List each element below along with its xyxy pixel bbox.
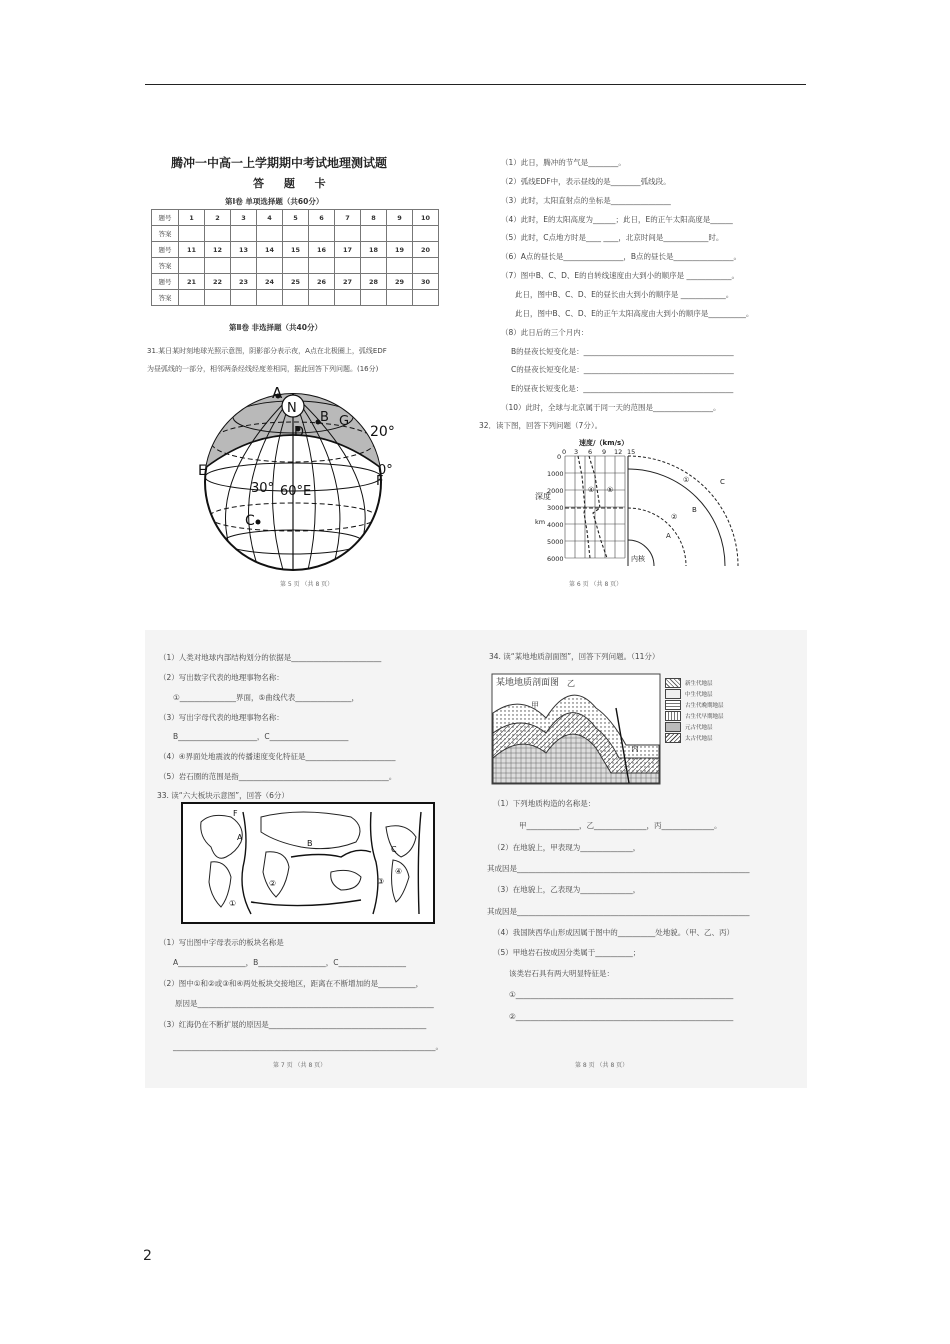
answer-cell[interactable] [283,226,309,242]
answer-cell[interactable] [231,290,257,306]
q34-sub-1a: 甲______________，乙______________，丙______________。 [519,821,722,830]
y-tick: 3000 [547,504,564,512]
y-tick: 1000 [547,470,564,478]
answer-table [151,209,439,306]
q-number: 12 [205,242,231,258]
q-number: 30 [413,274,439,290]
q-number: 7 [335,210,361,226]
diagram-title: 某地地质剖面图 [496,678,560,688]
answer-cell[interactable] [309,258,335,274]
q-number: 9 [387,210,413,226]
q-number: 4 [257,210,283,226]
answer-cell[interactable] [335,290,361,306]
q34-sub-5c: ②__________________________________________________________ [509,1012,734,1021]
q31-sub-1: （1）此日，腾冲的节气是________。 [501,158,626,167]
row-label: 题号 [152,242,179,258]
q-number: 17 [335,242,361,258]
q-number: 25 [283,274,309,290]
y-tick: 5000 [547,538,564,546]
y-tick: 6000 [547,555,564,563]
q-number: 1 [179,210,205,226]
label-A: A [666,532,671,540]
q-number: 2 [205,210,231,226]
globe-label-lat0: 0° [378,463,393,478]
legend-label: 古生代早期地层 [685,714,724,720]
x-tick: 6 [588,448,593,456]
label-bing: 丙 [631,744,639,753]
map-label-F: F [233,809,238,818]
answer-cell[interactable] [257,290,283,306]
legend-swatch [665,689,681,699]
q-number: 6 [309,210,335,226]
q31-sub-5: （5）此时，C点地方时是____ ____，北京时间是____________时。 [501,233,724,242]
answer-cell[interactable] [387,290,413,306]
q-number: 18 [361,242,387,258]
q33-text: 33. 读“六大板块示意图”，回答（6分） [157,791,289,800]
row-label: 答案 [152,290,179,306]
legend-swatch [665,711,681,721]
row-label: 题号 [152,210,179,226]
globe-label-lat20: 20° [370,424,395,440]
globe-label-G: G [339,414,350,429]
map-label-circle3: ③ [377,877,385,886]
q31-sub-7b: 此日，图中B、C、D、E的昼长由大到小的顺序是 ____________。 [515,290,734,299]
bottom-sheet [145,630,807,1088]
q-number: 27 [335,274,361,290]
legend-swatch [665,722,681,732]
y-tick: 0 [557,453,562,461]
earth-illumination-globe [198,382,398,572]
q33-sub-3: （3）红海仍在不断扩展的原因是__________________________________________ [159,1020,427,1029]
globe-label-B: B [320,410,329,425]
top-sheet [143,142,807,592]
q31-text-line1: 31.某日某时刻地球光照示意图，阴影部分表示夜，A点在北极圈上，弧线EDF [147,347,387,355]
globe-label-lon60: 60°E [280,484,312,499]
label-circle2: ② [671,513,678,521]
q33-sub-3a: ______________________________________________________________________。 [173,1042,443,1051]
page-footer-5: 第 5 页 （共 8 页） [280,581,334,588]
q-number: 19 [387,242,413,258]
q34-sub-4: （4）我国陕西华山形成因属于图中的__________处地貌。（甲、乙、丙） [493,928,735,937]
answer-cell[interactable] [231,226,257,242]
answer-cell[interactable] [205,226,231,242]
answer-cell[interactable] [257,226,283,242]
globe-label-C: C [245,513,255,529]
q-number: 14 [257,242,283,258]
answer-cell[interactable] [413,290,439,306]
answer-cell[interactable] [283,290,309,306]
q-number: 16 [309,242,335,258]
answer-cell[interactable] [205,290,231,306]
q-number: 10 [413,210,439,226]
answer-cell[interactable] [231,258,257,274]
legend-swatch [665,733,681,743]
row-label: 题号 [152,274,179,290]
globe-label-E: E [198,463,207,479]
legend-label: 新生代地层 [685,681,713,687]
globe-label-F: F [376,474,384,489]
q-number: 20 [413,242,439,258]
y-tick: 4000 [547,521,564,529]
answer-cell[interactable] [387,258,413,274]
map-label-circle1: ① [229,899,237,908]
q31-text-line2: 为昼弧线的一部分，相邻两条经线经度差相同，据此回答下列问题。(16分) [147,365,379,373]
globe-label-lat30: 30° [251,481,275,496]
q-number: 24 [257,274,283,290]
q34-sub-5: （5）甲地岩石按成因分类属于__________； [493,948,641,957]
q34-sub-1: （1）下列地质构造的名称是： [493,799,596,808]
answer-cell[interactable] [179,290,205,306]
q-number: 15 [283,242,309,258]
map-label-C: C [391,845,397,854]
chart-title: 速度/（km/s） [579,439,629,447]
legend-swatch [665,700,681,710]
q31-sub-8b: B的昼夜长短变化是：________________________________________ [511,347,734,356]
page-footer-7: 第 7 页 （共 8 页） [273,1062,327,1069]
q-number: 23 [231,274,257,290]
q31-sub-2: （2）弧线EDF中，表示昼线的是________弧线段。 [501,177,671,186]
answer-cell[interactable] [335,226,361,242]
page-footer-6: 第 6 页 （共 8 页） [569,581,623,588]
q33-sub-2: （2）图中①和②或③和④两处板块交接地区，距离在不断增加的是__________， [159,979,424,988]
q33-sub-1a: A__________________，B__________________，C__________________ [173,958,407,967]
q31-sub-8c: C的昼夜长短变化是：________________________________________ [511,365,734,374]
answer-cell[interactable] [335,258,361,274]
answer-cell[interactable] [387,226,413,242]
x-tick: 15 [627,448,636,456]
header-rule [145,84,806,85]
q31-sub-8d: E的昼夜长短变化是：________________________________________ [511,384,734,393]
q33-sub-2a: 原因是_______________________________________________________________ [175,999,434,1008]
q32-sub-2: （2）写出数字代表的地理事物名称： [159,673,284,682]
q33-sub-1: （1）写出图中字母表示的板块名称是 [159,938,284,947]
q31-sub-4: （4）此时，E的太阳高度为______；此日，E的正午太阳高度是______ [501,215,733,224]
row-label: 答案 [152,226,179,242]
answer-cell[interactable] [309,290,335,306]
q-number: 3 [231,210,257,226]
q32-sub-5: （5）岩石圈的范围是指________________________________________。 [159,772,397,781]
part1-heading: 第Ⅰ卷 单项选择题（共60分） [225,197,324,206]
geologic-profile-diagram [491,673,661,785]
globe-label-A: A [272,384,283,402]
q-number: 28 [361,274,387,290]
geo-legend [665,678,745,743]
label-jia: 甲 [531,701,539,710]
y-axis-label: 深度 [535,492,551,501]
x-tick: 0 [562,448,567,456]
q-number: 11 [179,242,205,258]
answer-cell[interactable] [257,258,283,274]
q34-sub-3a: 其成因是______________________________________________________________ [487,907,750,916]
q34-sub-2: （2）在地貌上，甲表现为______________， [493,843,641,852]
y-axis-unit: km [535,518,546,526]
page-footer-8: 第 8 页 （共 8 页） [575,1062,629,1069]
legend-label: 中生代地层 [685,692,713,698]
q32-text: 32．读下图，回答下列问题（7分）。 [479,421,603,430]
q-number: 21 [179,274,205,290]
q34-sub-5b: ①__________________________________________________________ [509,990,734,999]
seismic-wave-chart [535,436,745,571]
q-number: 13 [231,242,257,258]
map-label-circle2: ② [269,879,277,888]
legend-label: 元古代地层 [685,725,713,731]
label-inner-core: 内核 [631,555,645,563]
answer-cell[interactable] [309,226,335,242]
exam-title: 腾冲一中高一上学期期中考试地理测试题 [171,156,388,170]
answer-card-subtitle: 答 题 卡 [253,177,334,190]
six-plates-map [181,802,435,924]
label-circle5: ⑤ [607,486,614,494]
x-tick: 12 [614,448,623,456]
answer-cell[interactable] [361,290,387,306]
answer-cell[interactable] [205,258,231,274]
answer-cell[interactable] [179,258,205,274]
map-label-circle4: ④ [395,867,403,876]
label-B: B [692,506,697,514]
legend-label: 古生代晚期地层 [685,703,724,709]
q32-sub-2a: ①_______________界面，⑤曲线代表_______________， [173,693,359,702]
label-circle4: ④ [588,486,595,494]
q31-sub-8: （8）此日后的三个月内： [501,328,589,337]
legend-label: 太古代地层 [685,736,713,742]
globe-label-D: D [294,425,305,440]
q-number: 26 [309,274,335,290]
legend-swatch [665,678,681,688]
q32-sub-4: （4）④界面处地震波的传播速度变化特征是________________________ [159,752,396,761]
x-tick: 9 [602,448,607,456]
q34-sub-3: （3）在地貌上，乙表现为______________， [493,885,641,894]
label-circle1: ① [683,476,690,484]
answer-cell[interactable] [179,226,205,242]
part2-heading: 第Ⅱ卷 非选择题（共40分） [229,323,322,332]
answer-cell[interactable] [361,258,387,274]
y-tick: 2000 [547,487,564,495]
q34-text: 34. 读“某地地质剖面图”，回答下列问题。（11分） [489,652,660,661]
answer-cell[interactable] [361,226,387,242]
answer-cell[interactable] [283,258,309,274]
q31-sub-6: （6）A点的昼长是________________，B点的昼长是________________。 [501,252,742,261]
q31-sub-10: （10）此时，全球与北京属于同一天的范围是________________。 [501,403,721,412]
row-label: 答案 [152,258,179,274]
q34-sub-5a: 该类岩石具有两大明显特征是： [509,969,614,978]
page-number: 2 [143,1248,152,1264]
globe-label-N: N [287,401,297,416]
q34-sub-2a: 其成因是______________________________________________________________ [487,864,750,873]
q31-sub-7: （7）图中B、C、D、E的自转线速度由大到小的顺序是 ____________。 [501,271,740,280]
q-number: 22 [205,274,231,290]
map-label-A: A [237,833,243,842]
q31-sub-3: （3）此时，太阳直射点的坐标是________________ [501,196,671,205]
q32-sub-3a: B_____________________，C_____________________ [173,732,349,741]
q-number: 29 [387,274,413,290]
answer-cell[interactable] [413,258,439,274]
q32-sub-1: （1）人类对地球内部结构划分的依据是________________________ [159,653,382,662]
label-yi: 乙 [567,679,575,688]
map-label-B: B [307,839,313,848]
x-tick: 3 [574,448,579,456]
q-number: 5 [283,210,309,226]
label-C: C [720,478,725,486]
q-number: 8 [361,210,387,226]
q31-sub-7c: 此日，图中B、C、D、E的正午太阳高度由大到小的顺序是__________。 [515,309,754,318]
q32-sub-3: （3）写出字母代表的地理事物名称： [159,713,284,722]
answer-cell[interactable] [413,226,439,242]
